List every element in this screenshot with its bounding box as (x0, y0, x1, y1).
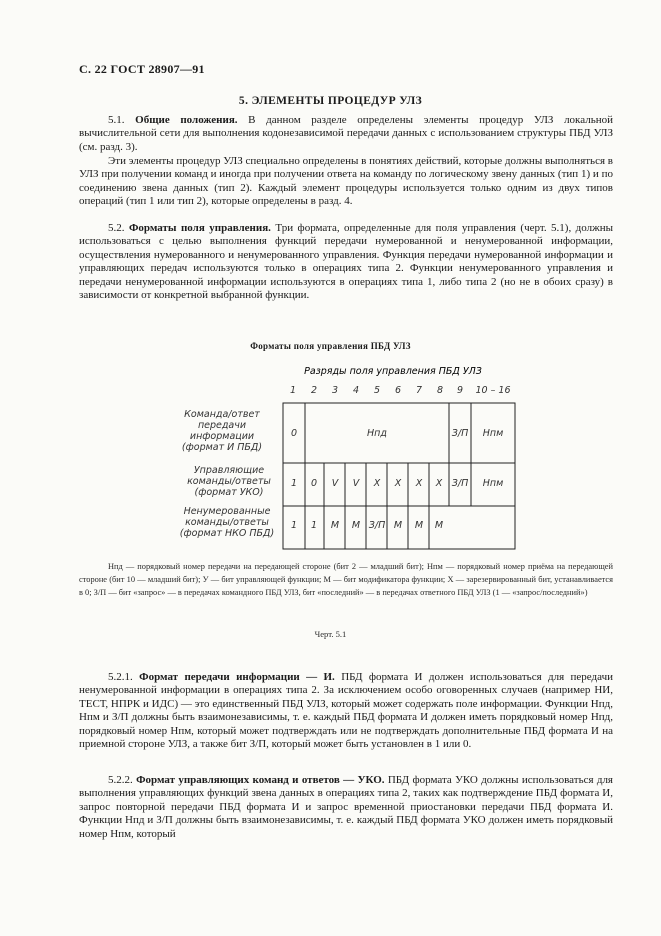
cell-value: 1 (290, 520, 298, 531)
cell-value: X (373, 478, 381, 489)
paragraph-text: Три формата, определенные для поля управления (черт. 5.1), должны использоваться с целью выполнения функций передачи нумерованной и ненумерованной информации, осуществления нумерованного и ненумерованного управления. Функция передачи нумерованной информации и управляющих передач используются только в операциях типа 2. Функции ненумерованного управления и передачи ненумерованной информации используются в операциях типа 1, либо типа 2 (но не в обоих сразу) в зависимости от конкретной выбранной функции. (79, 222, 613, 302)
figure-legend: Нпд — порядковый номер передачи на передающей стороне (бит 2 — младший бит); Нпм — порядковый номер приёма на передающей стороне (бит 10 — младший бит); У — бит управляющей функции; М — бит модификатора функции; Х — зарезервированный бит, устанавливается в 0; З/П — бит «запрос» — в передачах командного ПБД УЛЗ, бит «последний» — в передачах ответного ПБД УЛЗ (1 — «запрос/последний») (79, 562, 613, 597)
paragraph-heading: Формат управляющих команд и ответов — УКО. (136, 774, 385, 786)
paragraph-heading: Формат передачи информации — И. (139, 671, 335, 683)
bit-number: 5 (373, 385, 381, 396)
bit-number: 6 (394, 385, 402, 396)
cell-value: V (331, 478, 339, 489)
paragraph-number: 5.2. (108, 222, 125, 234)
page-header: С. 22 ГОСТ 28907—91 (79, 62, 205, 76)
row-label-info: передачи (197, 420, 247, 431)
cell-value: М (414, 520, 424, 531)
paragraph-5-2-1 (79, 671, 613, 751)
paragraph-5-1 (79, 114, 613, 154)
section-title: 5. ЭЛЕМЕНТЫ ПРОЦЕДУР УЛЗ (238, 95, 423, 107)
bit-number: 9 (456, 385, 464, 396)
row-label-unnumbered: (формат НКО ПБД) (179, 528, 275, 539)
cell-value: М (393, 520, 403, 531)
cell-value: V (352, 478, 360, 489)
paragraph-number: 5.1. (108, 114, 125, 126)
paragraph-5-2 (79, 222, 613, 302)
cell-value: М (434, 520, 444, 531)
figure-title: Форматы поля управления ПБД УЛЗ (250, 341, 411, 351)
row-label-unnumbered: команды/ответы (185, 517, 269, 528)
bit-number: 7 (415, 385, 423, 396)
figure-caption: Черт. 5.1 (314, 629, 347, 639)
cell-value: Нпм (482, 478, 504, 489)
row-label-info: Команда/ответ (184, 409, 260, 420)
bit-number: 2 (310, 385, 318, 396)
bits-label: Разряды поля управления ПБД УЛЗ (304, 366, 482, 377)
paragraph-heading: Общие положения. (135, 114, 238, 126)
cell-value: Нпд (367, 428, 387, 439)
paragraph-text: ПБД формата И должен использоваться для передачи ненумерованной информации в операциях типа 2. За исключением особо оговоренных случаев (например НИ, ТЕСТ, НПРК и ИДС) — это единственный ПБД УЛЗ, который может содержать поле информации. Функции Нпд, Нпм и З/П должны быть взаимонезависимы, т. е. каждый ПБД формата И должен иметь порядковый номер Нпд, порядковый номер Нпм, который может подтверждать или не подтверждать дополнительные ПБД формата И на приемной стороне УЛЗ, а также бит З/П, который может быть установлен в 1 или 0. (79, 671, 614, 751)
row-label-info: (формат И ПБД) (181, 442, 263, 453)
paragraph-heading: Форматы поля управления. (128, 222, 271, 234)
paragraph-number: 5.2.1. (108, 671, 133, 683)
bit-number: 10 – 16 (475, 385, 511, 396)
cell-value: X (415, 478, 423, 489)
bit-number: 3 (331, 385, 339, 396)
cell-value: 1 (310, 520, 318, 531)
paragraph-number: 5.2.2. (108, 774, 133, 786)
paragraph-text: ПБД формата УКО должны использоваться для выполнения управляющих функций звена данных в операциях типа 2, таких как подтверждение ПБД формата И, запрос повторной передачи ПБД формата И и запрос временной приостановки передачи ПБД формата И. Функции Нпд и З/П должны быть взаимонезависимы, т. е. каждый ПБД формата УКО должен иметь порядковый номер Нпм, который (79, 774, 613, 840)
cell-value: X (435, 478, 443, 489)
cell-value: М (330, 520, 340, 531)
bit-number: 4 (352, 385, 360, 396)
row-label-info: информации (189, 431, 255, 442)
row-label-control: (формат УКО) (194, 487, 264, 498)
cell-value: X (394, 478, 402, 489)
cell-value: З/П (368, 520, 386, 531)
bit-number: 1 (289, 385, 297, 396)
control-field-formats-diagram (0, 355, 661, 555)
cell-value: 0 (290, 428, 298, 439)
paragraph-text: В данном разделе определены элементы процедур УЛЗ локальной вычислительной сети для выполнения кодонезависимой передачи данных с использованием структуры ПБД УЛЗ (см. разд. 3). (79, 114, 613, 153)
row-label-unnumbered: Ненумерованные (183, 506, 271, 517)
paragraph-5-2-2 (79, 774, 613, 841)
cell-value: 1 (290, 478, 298, 489)
paragraph-5-1-cont: Эти элементы процедур УЛЗ специально определены в понятиях действий, которые должны выполняться в УЛЗ при получении команд и иногда при получении ответа на команду по логическому звену данных (тип 1) и по соединению звена данных (тип 2). Каждый элемент процедуры используется только одним из двух типов операций (тип 1 или тип 2), которые определены в разд. 4. (79, 155, 613, 208)
row-label-control: Управляющие (193, 465, 265, 476)
cell-value: Нпм (482, 428, 504, 439)
cell-value: З/П (451, 478, 469, 489)
cell-value: М (351, 520, 361, 531)
row-label-control: команды/ответы (187, 476, 271, 487)
bit-number: 8 (436, 385, 444, 396)
cell-value: 0 (310, 478, 318, 489)
cell-value: З/П (451, 428, 469, 439)
